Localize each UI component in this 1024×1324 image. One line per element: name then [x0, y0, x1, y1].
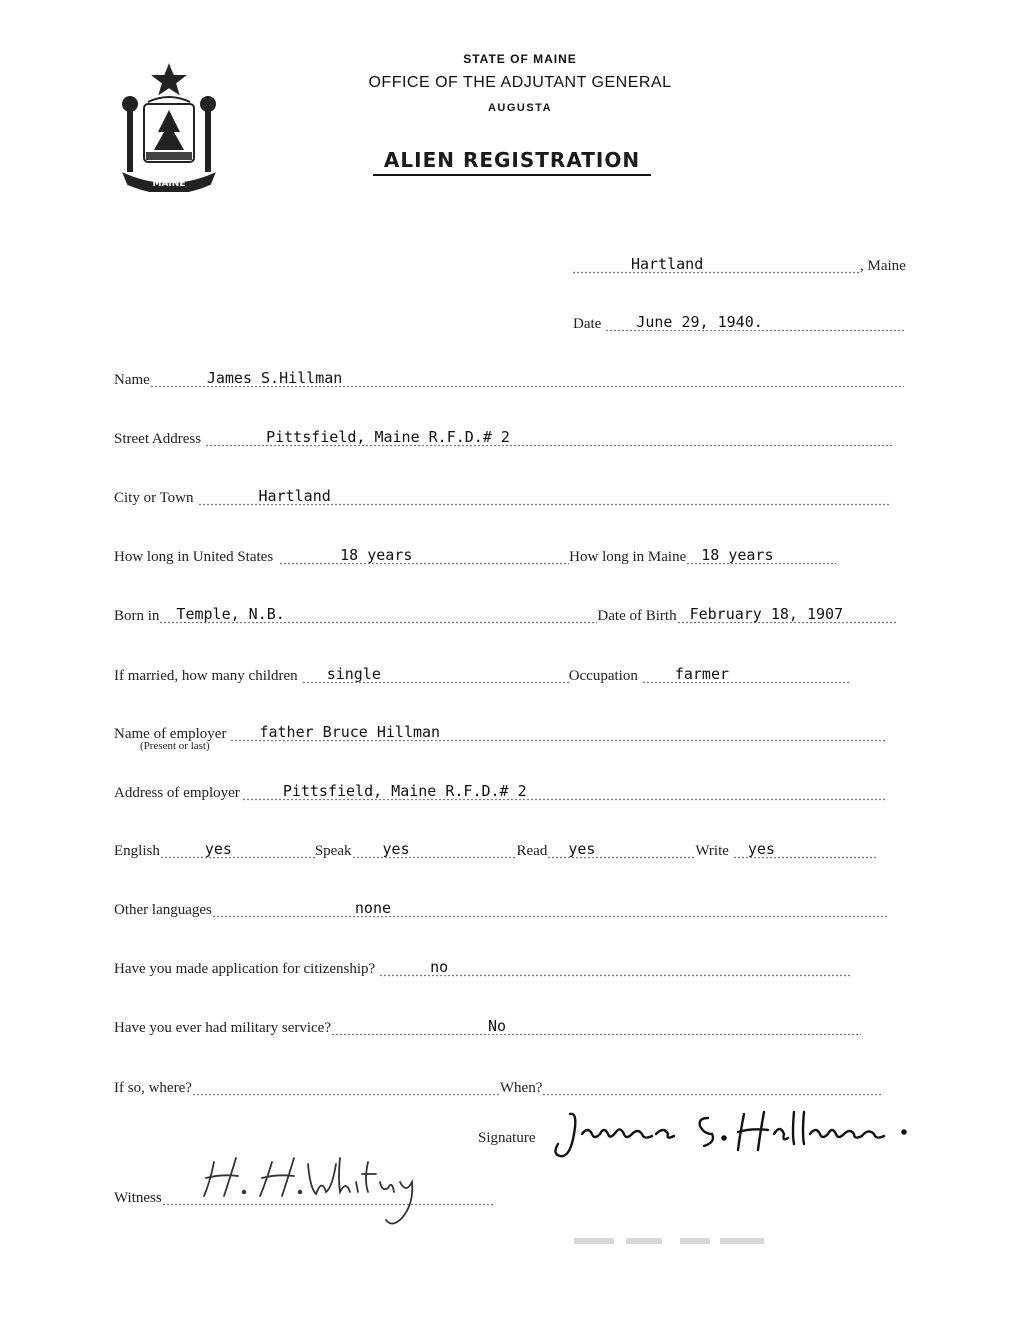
date-row: [573, 312, 905, 332]
military-field[interactable]: No: [331, 1018, 861, 1036]
city-or-town-field[interactable]: Hartland: [198, 488, 890, 506]
citizenship-label: Have you made application for citizenship?: [114, 961, 376, 977]
birth-row: [114, 604, 897, 624]
name-label: Name: [114, 372, 150, 388]
residence-duration-row: [114, 545, 836, 565]
office-heading: OFFICE OF THE ADJUTANT GENERAL: [368, 74, 672, 91]
date-label: Date: [573, 316, 602, 332]
write-field[interactable]: yes: [733, 841, 877, 859]
street-address-row: [114, 427, 893, 447]
employer-label: Name of employer: [114, 726, 227, 742]
children-occupation-row: [114, 664, 850, 684]
signature-handwriting[interactable]: [548, 1104, 918, 1166]
place-suffix: , Maine: [860, 258, 906, 274]
maine-state-seal-icon: [110, 62, 228, 192]
employer-address-field[interactable]: Pittsfield, Maine R.F.D.# 2: [242, 783, 886, 801]
place-field[interactable]: Hartland: [572, 256, 860, 274]
speak-label: Speak: [314, 843, 352, 859]
where-when-row: [114, 1076, 882, 1096]
language-skills-row: [114, 839, 877, 859]
children-field[interactable]: single: [302, 666, 569, 684]
street-address-field[interactable]: Pittsfield, Maine R.F.D.# 2: [205, 429, 893, 447]
military-row: [114, 1016, 861, 1036]
employer-address-label: Address of employer: [114, 785, 240, 801]
read-field[interactable]: yes: [547, 841, 695, 859]
children-label: If married, how many children: [114, 668, 298, 684]
signature-label: Signature: [478, 1130, 536, 1146]
citizenship-row: [114, 957, 851, 977]
date-field[interactable]: June 29, 1940.: [605, 314, 905, 332]
street-address-label: Street Address: [114, 431, 202, 447]
employer-row: [114, 722, 886, 742]
name-field[interactable]: James S.Hillman: [150, 370, 904, 388]
date-of-birth-label: Date of Birth: [597, 608, 677, 624]
city-or-town-row: [114, 486, 890, 506]
form-title: ALIEN REGISTRATION: [373, 148, 651, 176]
other-languages-row: [114, 898, 888, 918]
signature-row: [478, 1126, 536, 1146]
where-label: If so, where?: [114, 1080, 192, 1096]
when-field[interactable]: [542, 1078, 882, 1096]
english-field[interactable]: yes: [160, 841, 315, 859]
city-heading: AUGUSTA: [487, 102, 553, 114]
how-long-us-field[interactable]: 18 years: [279, 547, 569, 565]
svg-text:MAINE: MAINE: [152, 179, 186, 189]
english-label: English: [114, 843, 160, 859]
where-field[interactable]: [192, 1078, 500, 1096]
witness-label: Witness: [114, 1190, 162, 1206]
city-or-town-label: City or Town: [114, 490, 194, 506]
how-long-maine-label: How long in Maine: [569, 549, 687, 565]
write-label: Write: [695, 843, 729, 859]
name-row: [114, 368, 904, 388]
how-long-us-label: How long in United States: [114, 549, 274, 565]
when-label: When?: [499, 1080, 543, 1096]
date-of-birth-field[interactable]: February 18, 1907: [677, 606, 897, 624]
employer-address-row: [114, 781, 886, 801]
born-in-field[interactable]: Temple, N.B.: [159, 606, 597, 624]
state-heading: STATE OF MAINE: [463, 52, 577, 66]
how-long-maine-field[interactable]: 18 years: [686, 547, 836, 565]
born-in-label: Born in: [114, 608, 160, 624]
place-row: [572, 254, 906, 274]
read-label: Read: [516, 843, 548, 859]
speak-field[interactable]: yes: [352, 841, 517, 859]
military-label: Have you ever had military service?: [114, 1020, 331, 1036]
employer-sublabel: (Present or last): [140, 740, 210, 752]
other-languages-label: Other languages: [114, 902, 212, 918]
other-languages-field[interactable]: none: [212, 900, 888, 918]
witness-handwriting[interactable]: [196, 1148, 432, 1232]
occupation-field[interactable]: farmer: [642, 666, 850, 684]
employer-field[interactable]: father Bruce Hillman: [230, 724, 886, 742]
citizenship-field[interactable]: no: [379, 959, 851, 977]
faint-scan-artifact: [570, 1230, 830, 1254]
occupation-label: Occupation: [568, 668, 638, 684]
